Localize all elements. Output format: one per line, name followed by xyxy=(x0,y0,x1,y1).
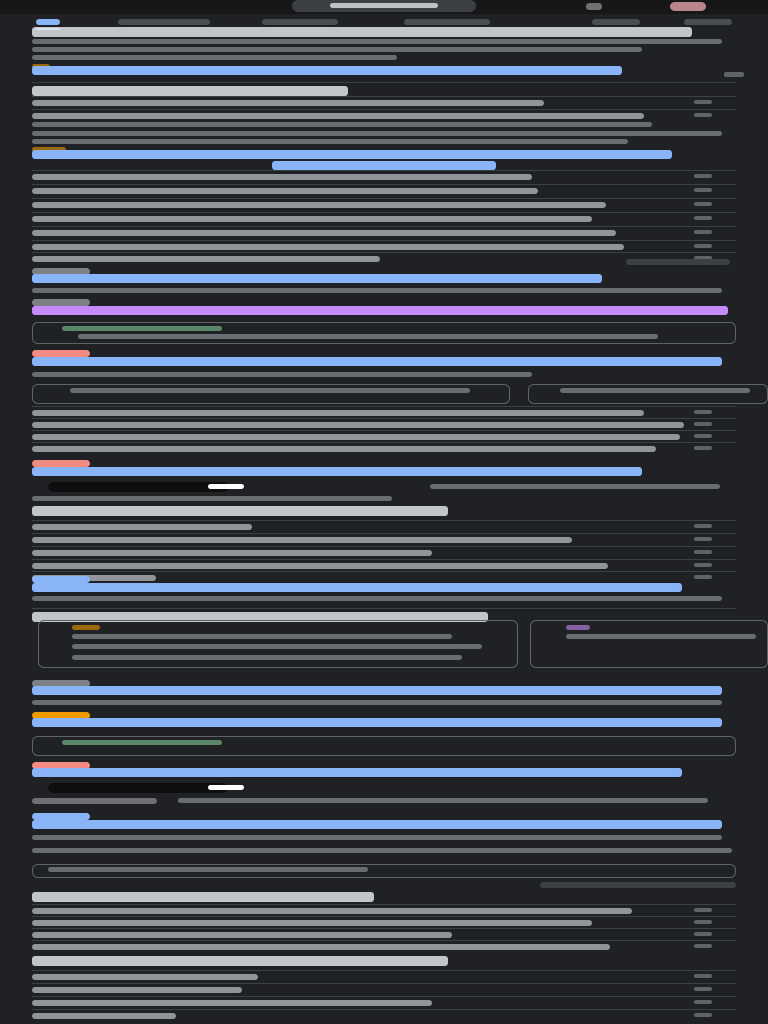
answer-source-icon xyxy=(72,625,100,630)
question-row[interactable] xyxy=(32,240,736,250)
ai-overview-line xyxy=(32,39,722,44)
chevron-down-icon[interactable] xyxy=(694,244,712,248)
answer-card-text xyxy=(72,634,452,639)
chevron-down-icon[interactable] xyxy=(694,932,712,936)
chevron-down-icon[interactable] xyxy=(694,524,712,528)
video-progress[interactable] xyxy=(32,798,157,804)
result-favicon xyxy=(32,299,90,306)
chevron-down-icon[interactable] xyxy=(694,434,712,438)
result-snippet xyxy=(32,596,722,601)
tab-more[interactable] xyxy=(684,19,732,25)
result-favicon xyxy=(32,576,90,583)
ai-overview-title xyxy=(32,27,692,37)
result-title-link[interactable] xyxy=(32,306,728,315)
chevron-down-icon[interactable] xyxy=(694,113,712,117)
question-row[interactable] xyxy=(32,226,736,236)
question-row[interactable] xyxy=(32,940,736,950)
avatar-icon[interactable] xyxy=(670,2,706,11)
chevron-down-icon[interactable] xyxy=(694,174,712,178)
tab-images[interactable] xyxy=(118,19,210,25)
highlight-label xyxy=(62,740,222,745)
answer-card-text xyxy=(566,634,756,639)
section-divider xyxy=(32,608,736,609)
answer-source-icon xyxy=(566,625,590,630)
result-favicon xyxy=(32,813,90,820)
result-title-link[interactable] xyxy=(32,274,602,283)
search-suggestion[interactable] xyxy=(32,983,736,993)
more-results-link[interactable] xyxy=(272,161,496,170)
answer-card-text xyxy=(72,644,482,649)
chevron-down-icon[interactable] xyxy=(694,908,712,912)
result-favicon xyxy=(32,350,90,357)
chevron-down-icon[interactable] xyxy=(694,188,712,192)
people-also-search-title-2 xyxy=(32,956,448,966)
people-also-search-title xyxy=(32,506,448,516)
result-title-link[interactable] xyxy=(32,583,682,592)
video-thumbnail-icon[interactable] xyxy=(48,783,228,793)
search-suggestion[interactable] xyxy=(32,571,736,581)
chevron-down-icon[interactable] xyxy=(694,944,712,948)
search-suggestion[interactable] xyxy=(32,559,736,569)
follow-up-text xyxy=(48,867,368,872)
answer-line xyxy=(32,122,652,127)
answer-card-text xyxy=(72,655,462,660)
search-suggestion[interactable] xyxy=(32,546,736,556)
video-description xyxy=(178,798,708,803)
result-title-link[interactable] xyxy=(32,686,722,695)
result-snippet xyxy=(32,288,722,293)
answer-line xyxy=(32,139,628,144)
chevron-down-icon[interactable] xyxy=(694,920,712,924)
top-bar xyxy=(0,0,768,14)
related-question[interactable] xyxy=(32,418,736,428)
chevron-down-icon[interactable] xyxy=(694,987,712,991)
related-question[interactable] xyxy=(32,430,736,440)
play-icon[interactable] xyxy=(208,785,244,790)
chevron-down-icon[interactable] xyxy=(694,230,712,234)
result-highlight-box xyxy=(32,736,736,756)
search-suggestion[interactable] xyxy=(32,970,736,980)
highlight-label xyxy=(62,326,222,331)
result-snippet xyxy=(32,835,722,840)
search-suggestion[interactable] xyxy=(32,1009,736,1019)
question-row[interactable] xyxy=(32,170,736,180)
question-row[interactable] xyxy=(32,916,736,926)
result-title-link[interactable] xyxy=(32,718,722,727)
search-suggestion[interactable] xyxy=(32,520,736,530)
video-favicon xyxy=(32,460,90,467)
question-row[interactable] xyxy=(32,96,736,106)
chevron-down-icon[interactable] xyxy=(694,974,712,978)
chevron-down-icon[interactable] xyxy=(694,410,712,414)
google-logo xyxy=(330,3,438,8)
chevron-down-icon[interactable] xyxy=(694,563,712,567)
chevron-down-icon[interactable] xyxy=(694,446,712,450)
result-snippet xyxy=(32,372,532,377)
chevron-down-icon[interactable] xyxy=(694,216,712,220)
related-question[interactable] xyxy=(32,442,736,452)
ai-overview-line xyxy=(32,47,642,52)
feedback-button[interactable] xyxy=(626,259,730,265)
arrow-right-icon[interactable] xyxy=(724,72,744,77)
related-question[interactable] xyxy=(32,406,736,416)
ai-overview-source-link[interactable] xyxy=(32,66,622,75)
answer-line xyxy=(32,131,722,136)
question-row[interactable] xyxy=(32,212,736,222)
people-also-ask-title-2 xyxy=(32,892,374,902)
chevron-down-icon[interactable] xyxy=(694,202,712,206)
ai-overview-line xyxy=(32,55,397,60)
chevron-down-icon[interactable] xyxy=(694,422,712,426)
apps-grid-icon[interactable] xyxy=(586,3,602,10)
result-title-link[interactable] xyxy=(32,357,722,366)
tab-videos[interactable] xyxy=(262,19,338,25)
search-suggestion[interactable] xyxy=(32,533,736,543)
tab-news[interactable] xyxy=(592,19,640,25)
follow-up-button[interactable] xyxy=(540,882,736,888)
related-card[interactable] xyxy=(528,384,768,404)
highlight-text xyxy=(78,334,658,339)
question-row[interactable] xyxy=(32,109,736,119)
video-description xyxy=(430,484,720,489)
chevron-down-icon[interactable] xyxy=(694,575,712,579)
chevron-down-icon[interactable] xyxy=(694,1000,712,1004)
question-row[interactable] xyxy=(32,904,736,914)
chevron-down-icon[interactable] xyxy=(694,1013,712,1017)
question-row[interactable] xyxy=(32,184,736,194)
video-title-link[interactable] xyxy=(32,768,682,777)
tab-all[interactable] xyxy=(36,19,60,25)
related-card[interactable] xyxy=(32,384,510,404)
play-icon[interactable] xyxy=(208,484,244,489)
chevron-down-icon[interactable] xyxy=(694,100,712,104)
section-divider xyxy=(32,82,736,83)
chevron-down-icon[interactable] xyxy=(694,537,712,541)
video-meta xyxy=(32,496,392,501)
result-title-link[interactable] xyxy=(32,820,722,829)
video-thumbnail-icon[interactable] xyxy=(48,482,228,492)
tab-shopping[interactable] xyxy=(404,19,490,25)
result-snippet xyxy=(32,848,732,853)
chevron-down-icon[interactable] xyxy=(694,550,712,554)
video-title-link[interactable] xyxy=(32,467,642,476)
related-card-text xyxy=(70,388,470,393)
result-snippet xyxy=(32,700,722,705)
question-row[interactable] xyxy=(32,198,736,208)
answer-source-link[interactable] xyxy=(32,150,672,159)
related-card-text xyxy=(560,388,750,393)
search-suggestion[interactable] xyxy=(32,996,736,1006)
question-row[interactable] xyxy=(32,928,736,938)
people-also-ask-title xyxy=(32,86,348,96)
